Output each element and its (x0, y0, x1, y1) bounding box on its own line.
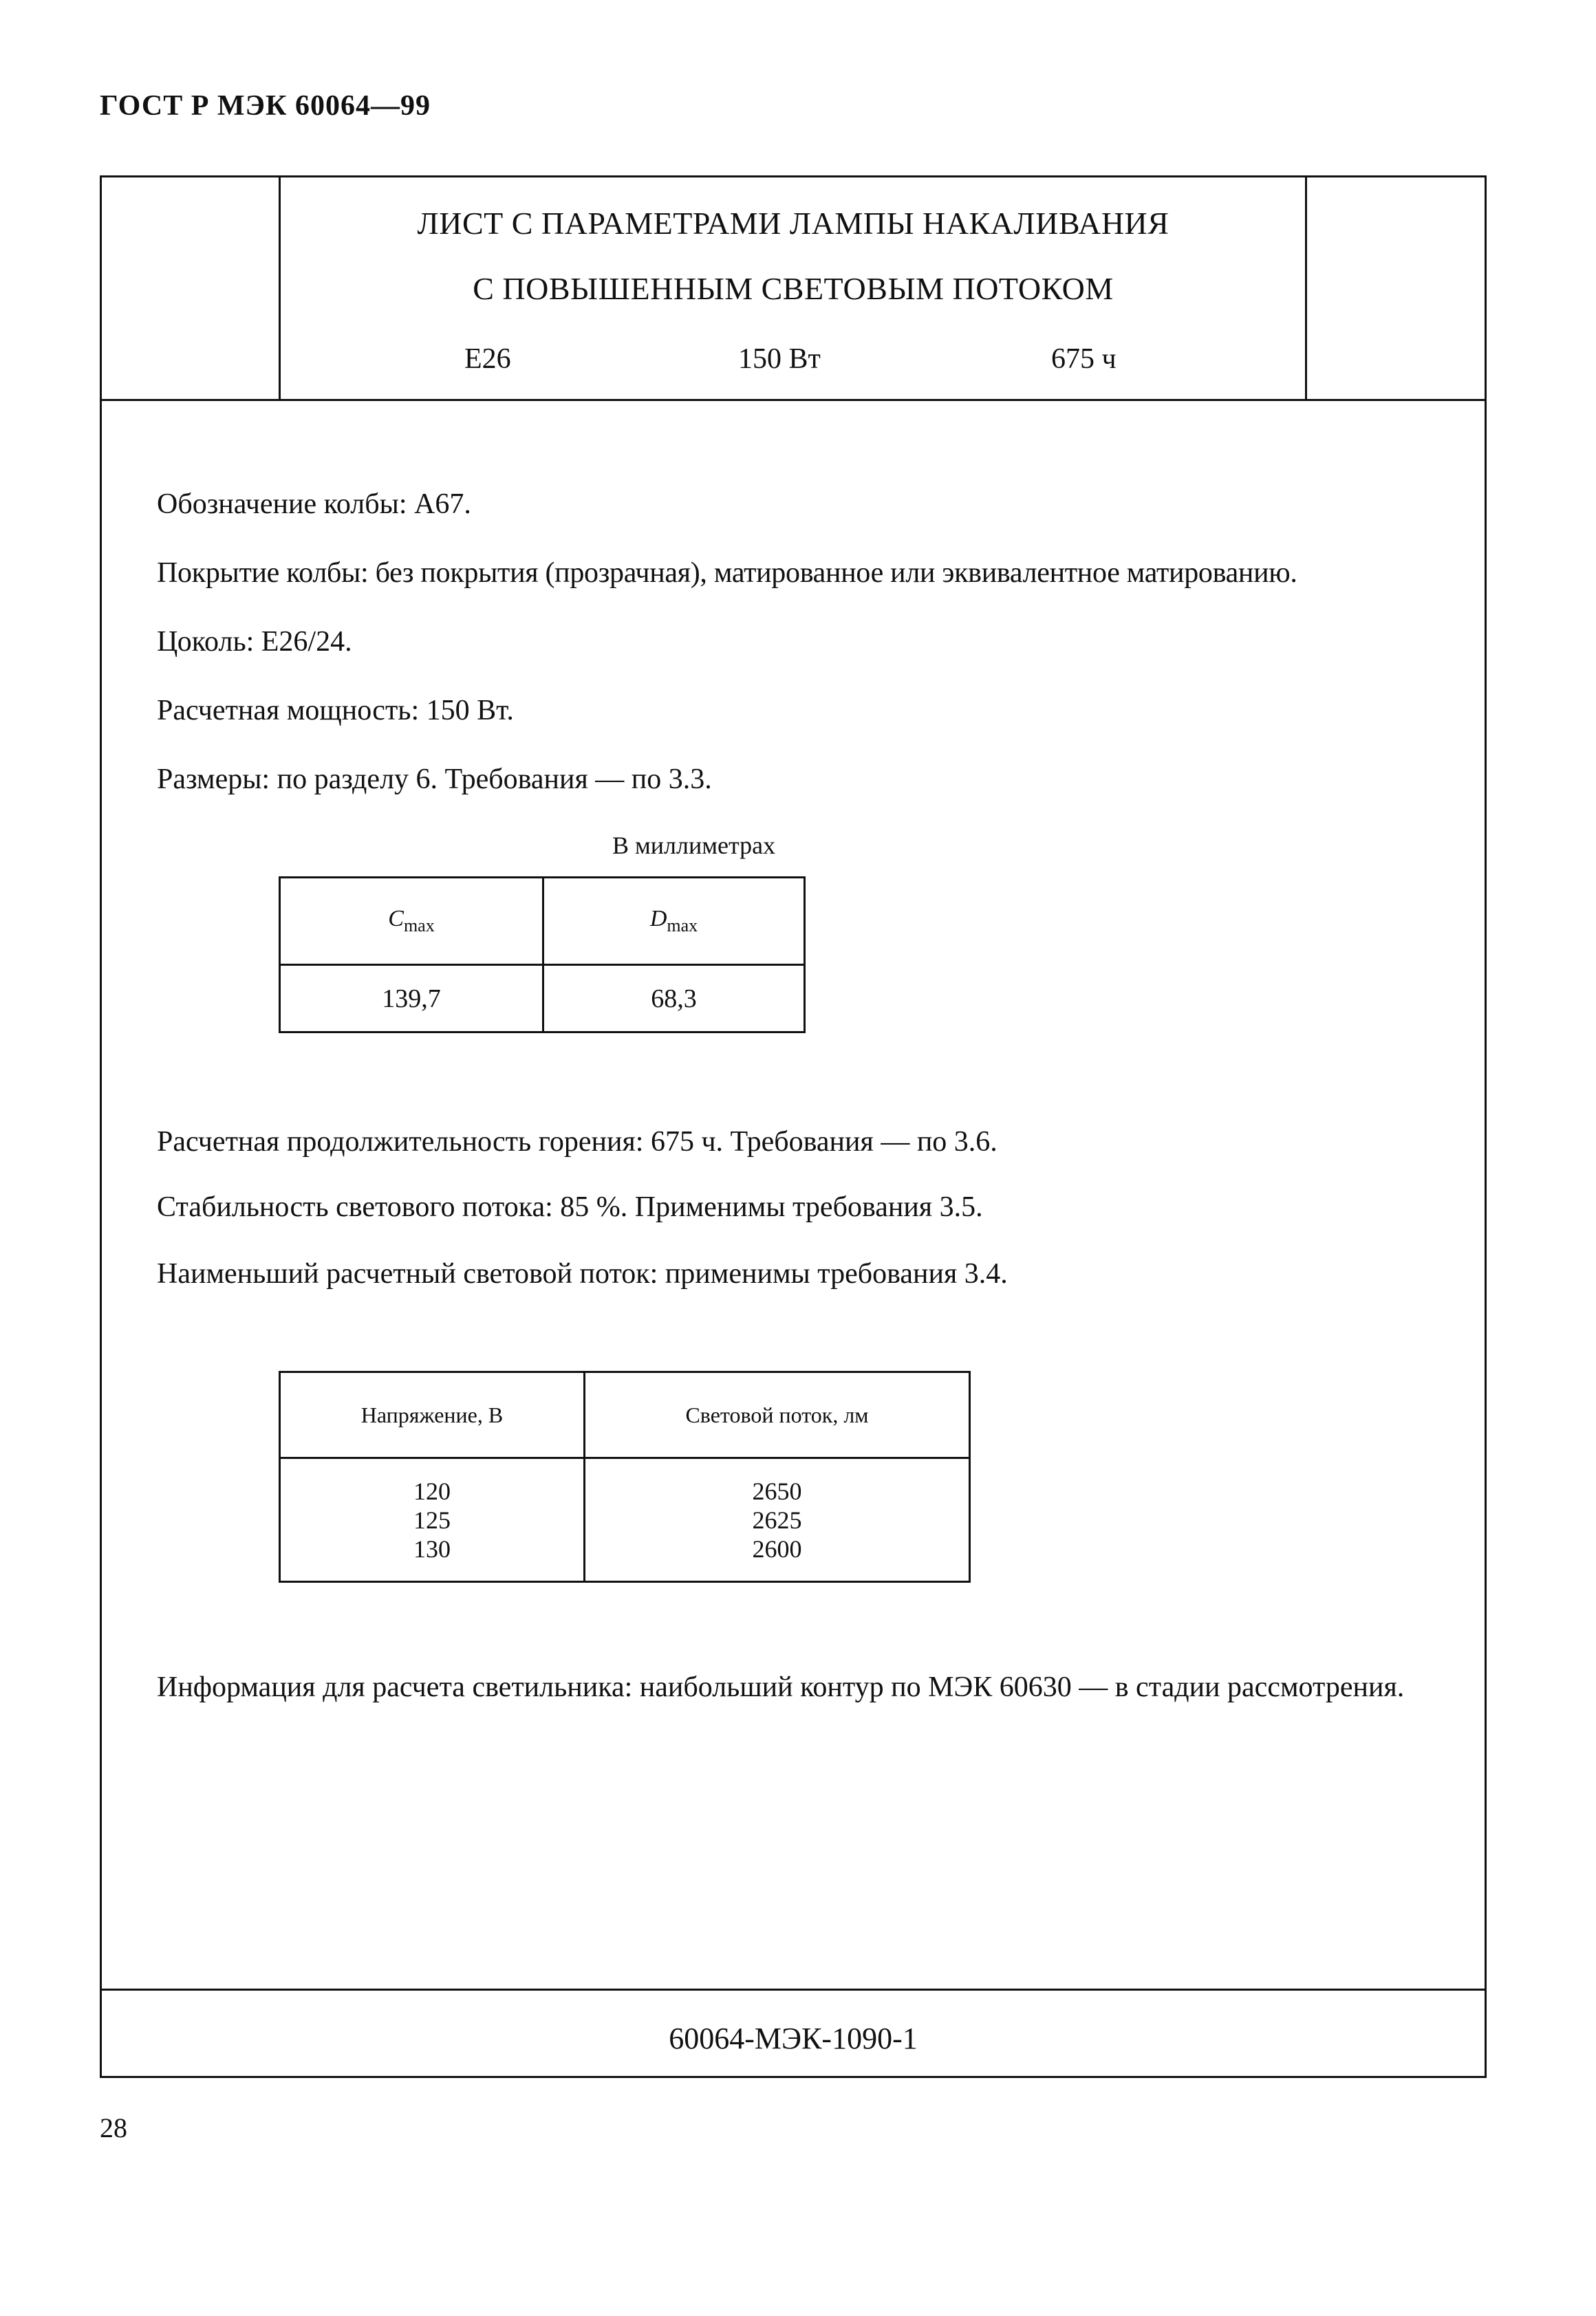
page-number: 28 (100, 2112, 127, 2143)
min-luminous-flux: Наименьший расчетный световой поток: применимы требования 3.4. (157, 1258, 1008, 1290)
dimension-table (279, 876, 806, 1033)
footer-top-rule (102, 1989, 1485, 1991)
sheet-title-line2: С ПОВЫШЕННЫМ СВЕТОВЫМ ПОТОКОМ (473, 271, 1114, 306)
voltage-value: 120 (413, 1477, 451, 1505)
c-max-header: $C_{max}$ (280, 878, 543, 965)
voltage-value: 125 (413, 1506, 451, 1534)
lumen-maintenance: Стабильность светового потока: 85 %. Применимы требования 3.5. (157, 1191, 983, 1223)
d-max-value: 68,3 (543, 965, 805, 1032)
dimension-value-row (280, 965, 805, 1032)
cap-type-label: E26 (464, 343, 511, 375)
life-label: 675 ч (1051, 343, 1117, 375)
flux-data-row (280, 1458, 970, 1582)
sheet-title-line1: ЛИСТ С ПАРАМЕТРАМИ ЛАМПЫ НАКАЛИВАНИЯ (417, 206, 1169, 241)
parameter-sheet (100, 175, 1487, 2078)
power-label: 150 Вт (738, 343, 821, 375)
bulb-coating: Покрытие колбы: без покрытия (прозрачная), матированное или эквивалентное матированию. (157, 557, 1297, 589)
rated-power: Расчетная мощность: 150 Вт. (157, 695, 514, 726)
unit-note: В миллиметрах (612, 832, 776, 859)
flux-value: 2625 (752, 1506, 802, 1534)
voltage-header: Напряжение, В (280, 1372, 585, 1458)
dimensions-reference: Размеры: по разделу 6. Требования — по 3.3. (157, 764, 712, 795)
bulb-designation: Обозначение колбы: A67. (157, 488, 471, 520)
rated-life: Расчетная продолжительность горения: 675 ч. Требования — по 3.6. (157, 1126, 998, 1158)
standard-code: ГОСТ Р МЭК 60064—99 (100, 90, 431, 122)
luminaire-info: Информация для расчета светильника: наибольший контур по МЭК 60630 — в стадии рассмотрения. (157, 1671, 1405, 1703)
flux-value: 2650 (752, 1477, 802, 1505)
luminous-flux-table (279, 1371, 971, 1583)
flux-value: 2600 (752, 1535, 802, 1563)
flux-header-row (280, 1372, 970, 1458)
voltage-value: 130 (413, 1535, 451, 1563)
dimension-header-row (280, 878, 805, 965)
sheet-code: 60064-МЭК-1090-1 (669, 2022, 918, 2055)
title-bottom-rule (102, 399, 1485, 401)
flux-header: Световой поток, лм (585, 1372, 970, 1458)
cap-spec: Цоколь: E26/24. (157, 626, 352, 658)
d-max-header: $D_{max}$ (543, 878, 805, 965)
c-max-value: 139,7 (280, 965, 543, 1032)
flux-values (585, 1458, 970, 1582)
voltage-values (280, 1458, 585, 1582)
